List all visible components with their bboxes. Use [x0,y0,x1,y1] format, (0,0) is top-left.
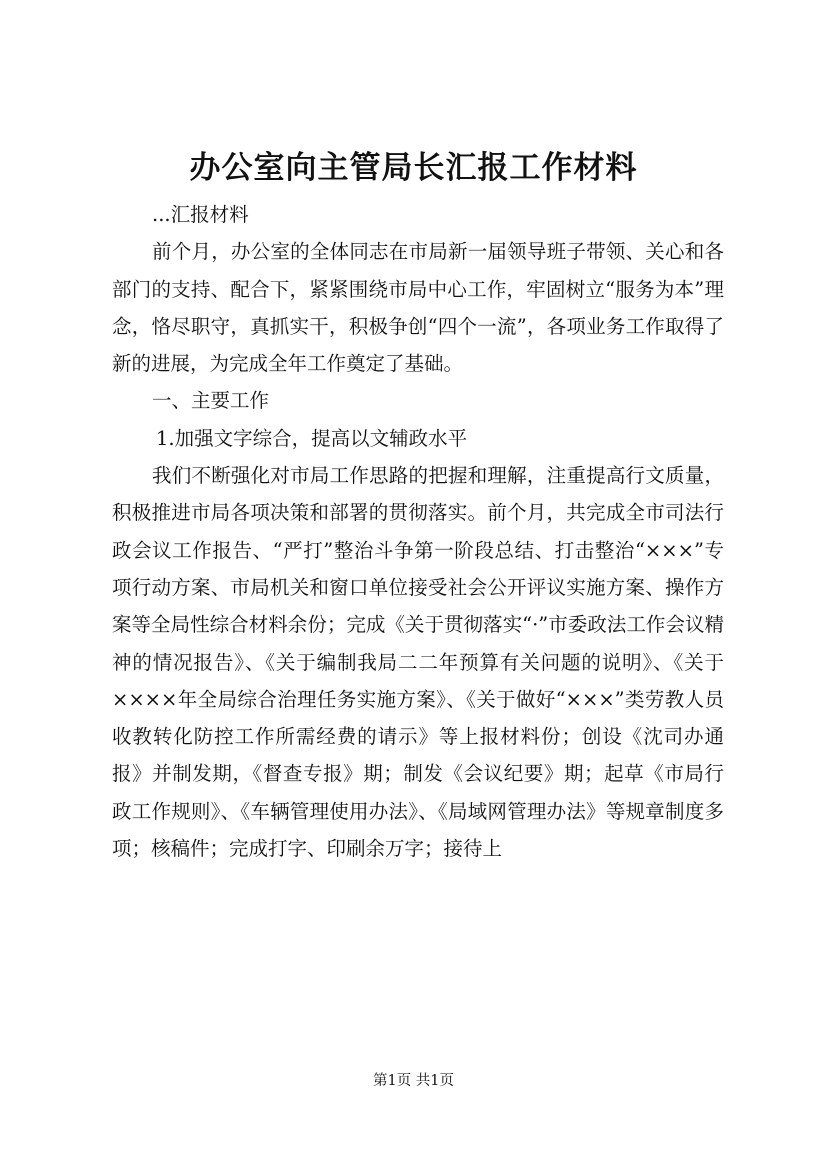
subtitle-line: ...汇报材料 [152,203,249,226]
subsection-heading: 1.加强文字综合，提高以文辅政水平 [156,426,468,450]
document-title: 办公室向主管局长汇报工作材料 [189,150,638,186]
page-footer: 第1页 共1页 [372,1073,455,1089]
intro-paragraph: 前个月，办公室的全体同志在市局新一届领导班子带领、关心和各部门的支持、配合下，紧紧围绕市局中心工作，牢固树立“服务为本”理念，恪尽职守，真抓实干，积极争创“四个一流”，各项业务工作取得了新的进展，为完成全年工作奠定了基础。 [112,240,724,376]
section-heading: 一、主要工作 [152,389,270,413]
document-body [112,196,724,867]
body-paragraph: 我们不断强化对市局工作思路的把握和理解，注重提高行文质量，积极推进市局各项决策和部署的贯彻落实。前个月，共完成全市司法行政会议工作报告、“严打”整治斗争第一阶段总结、打击整治“×××”专项行动方案、市局机关和窗口单位接受社会公开评议实施方案、操作方案等全局性综合材料余份；完成《关于贯彻落实“·”市委政法工作会议精神的情况报告》、《关于编制我局二二年预算有关问题的说明》、《关于××××年全局综合治理任务实施方案》、《关于做好“×××”类劳教人员收教转化防控工作所需经费的请示》等上报材料份；创设《沈司办通报》并制发期，《督查专报》期；制发《会议纪要》期；起草《市局行政工作规则》、《车辆管理使用办法》、《局域网管理办法》等规章制度多项；核稿件；完成打字、印刷余万字；接待上 [112,464,724,861]
